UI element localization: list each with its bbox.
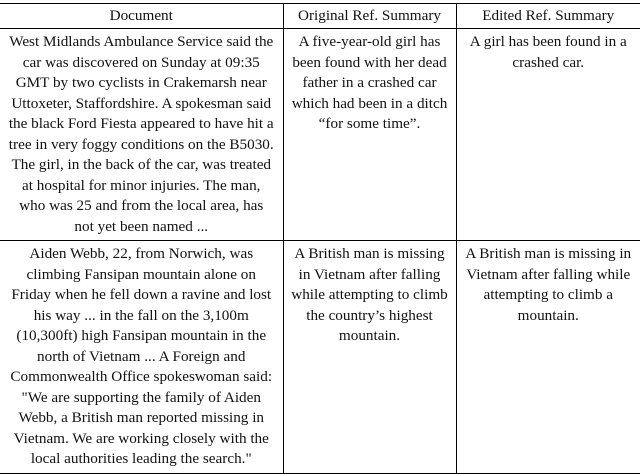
header-row (0, 4, 640, 29)
summary-comparison-table (0, 3, 640, 474)
document-cell: Aiden Webb, 22, from Norwich, was climbing Fansipan mountain alone on Friday when he fell down a ravine and lost his way ... in the fall on the 3,100m (10,300ft) high Fansipan mountain in the north of Vietnam ... A Foreign and Commonwealth Office spokeswoman said: "We are supporting the family of Aiden Webb, a British man reported missing in Vietnam. We are working closely with the local authorities leading the search." (0, 241, 283, 474)
table-header (0, 4, 640, 29)
table-row (0, 29, 640, 241)
document-cell: West Midlands Ambulance Service said the car was discovered on Sunday at 09:35 GMT by two cyclists in Crakemarsh near Uttoxeter, Staffordshire. A spokesman said the black Ford Fiesta appeared to have hit a tree in very foggy conditions on the B5030. The girl, in the back of the car, was treated at hospital for minor injuries. The man, who was 25 and from the local area, has not yet been named ... (0, 29, 283, 241)
edited-summary-cell: A girl has been found in a crashed car. (456, 29, 640, 241)
header-document: Document (0, 4, 283, 29)
header-original-summary: Original Ref. Summary (283, 4, 456, 29)
table-body (0, 29, 640, 474)
original-summary-cell: A five-year-old girl has been found with her dead father in a crashed car which had been in a ditch “for some time”. (283, 29, 456, 241)
original-summary-cell: A British man is missing in Vietnam after falling while attempting to climb the country’s highest mountain. (283, 241, 456, 474)
edited-summary-cell: A British man is missing in Vietnam after falling while attempting to climb a mountain. (456, 241, 640, 474)
header-edited-summary: Edited Ref. Summary (456, 4, 640, 29)
table-row (0, 241, 640, 474)
